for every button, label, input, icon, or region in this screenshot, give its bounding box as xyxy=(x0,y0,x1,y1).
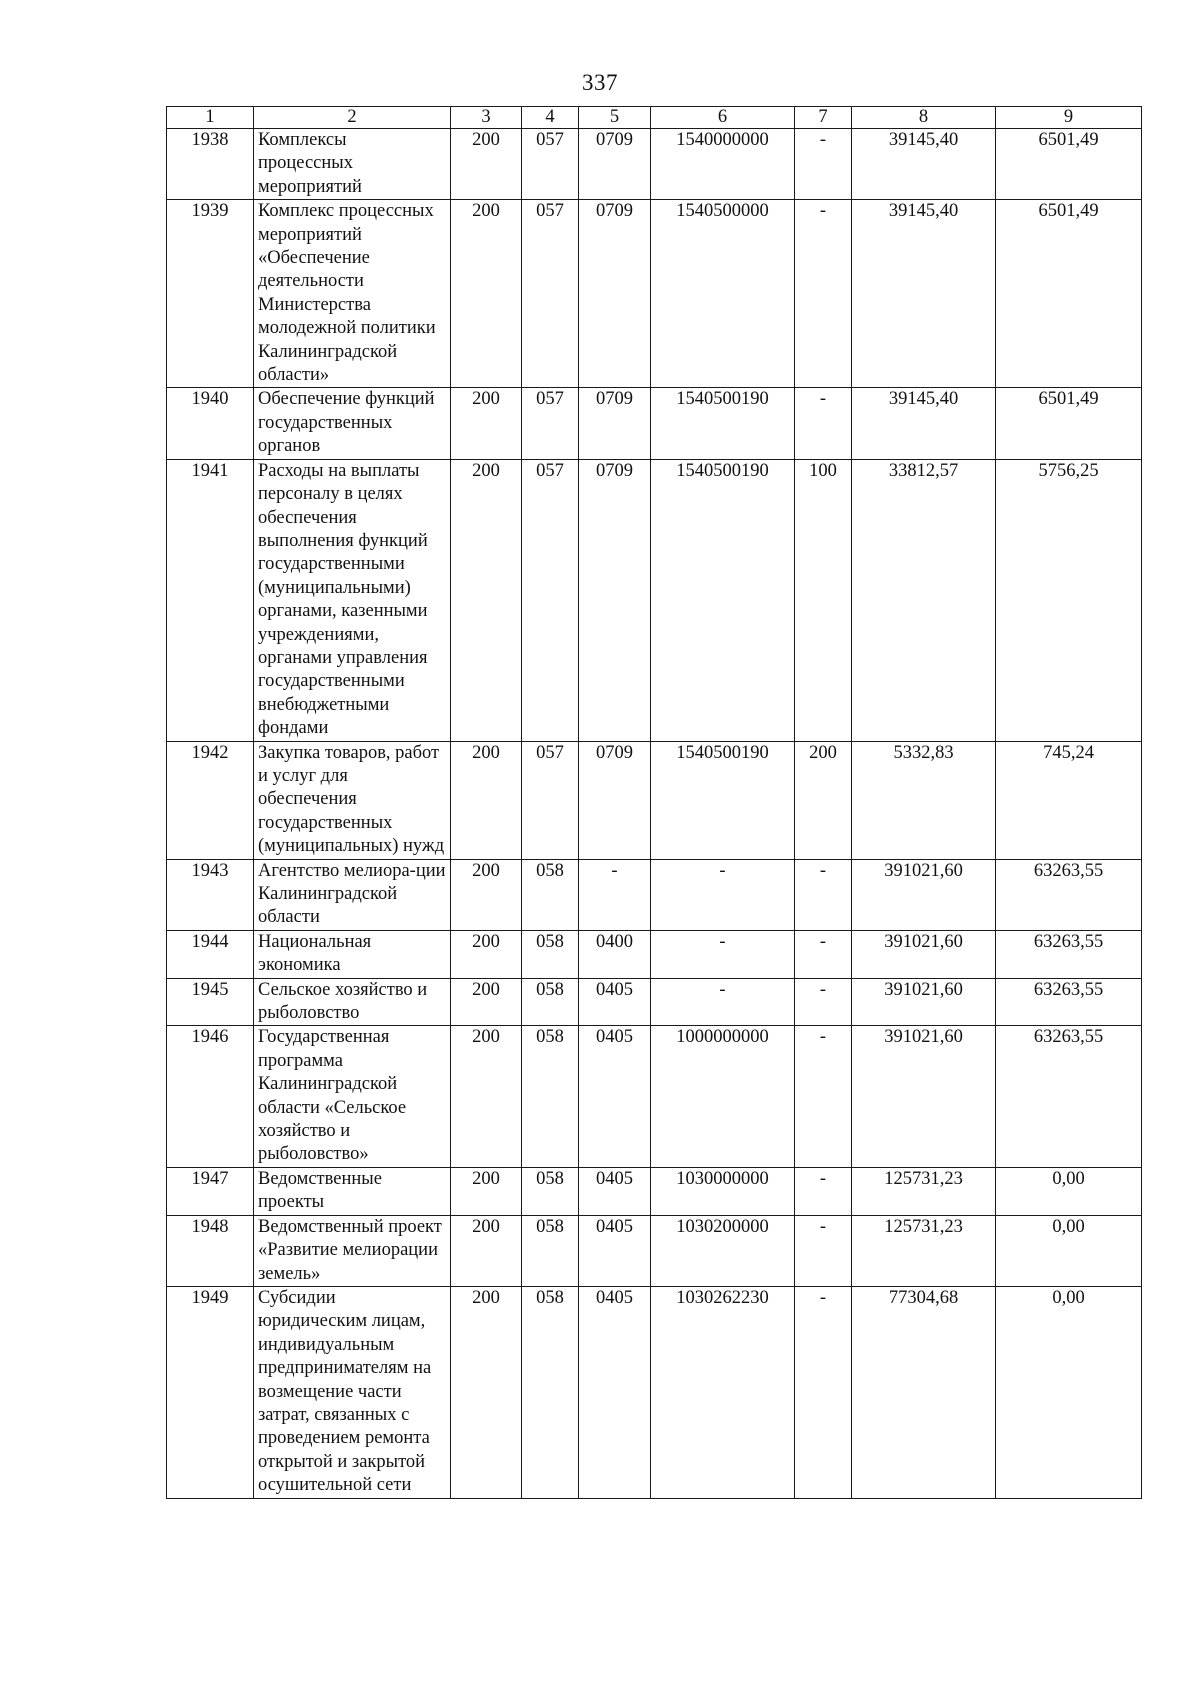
row-number: 1941 xyxy=(167,459,254,741)
cell-col7: - xyxy=(795,930,852,978)
row-number: 1940 xyxy=(167,388,254,459)
cell-col7: - xyxy=(795,859,852,930)
row-name: Субсидии юридическим лицам, индивидуальным предпринимателям на возмещение части затрат, связанных с проведением ремонта открытой и закрытой осушительной сети xyxy=(254,1286,451,1498)
row-name: Ведомственные проекты xyxy=(254,1167,451,1215)
cell-col6: 1540500190 xyxy=(651,741,795,859)
cell-col5: 0405 xyxy=(579,978,651,1026)
cell-col9: 6501,49 xyxy=(996,388,1142,459)
cell-col5: 0405 xyxy=(579,1215,651,1286)
cell-col8: 391021,60 xyxy=(852,859,996,930)
cell-col3: 200 xyxy=(451,459,522,741)
row-number: 1939 xyxy=(167,200,254,388)
column-header: 7 xyxy=(795,107,852,129)
table-row xyxy=(167,1167,1142,1215)
cell-col5: 0709 xyxy=(579,129,651,200)
cell-col9: 745,24 xyxy=(996,741,1142,859)
table-row xyxy=(167,1026,1142,1167)
row-name: Агентство мелиора-ции Калининградской области xyxy=(254,859,451,930)
cell-col8: 391021,60 xyxy=(852,930,996,978)
cell-col3: 200 xyxy=(451,741,522,859)
cell-col3: 200 xyxy=(451,388,522,459)
row-number: 1949 xyxy=(167,1286,254,1498)
cell-col9: 63263,55 xyxy=(996,978,1142,1026)
cell-col7: 100 xyxy=(795,459,852,741)
cell-col4: 057 xyxy=(522,129,579,200)
budget-table xyxy=(166,106,1142,1499)
cell-col9: 5756,25 xyxy=(996,459,1142,741)
cell-col7: - xyxy=(795,978,852,1026)
table-row xyxy=(167,1286,1142,1498)
row-name: Комплексы процессных мероприятий xyxy=(254,129,451,200)
row-number: 1943 xyxy=(167,859,254,930)
cell-col4: 058 xyxy=(522,930,579,978)
cell-col9: 0,00 xyxy=(996,1286,1142,1498)
cell-col8: 125731,23 xyxy=(852,1167,996,1215)
cell-col3: 200 xyxy=(451,1026,522,1167)
row-number: 1938 xyxy=(167,129,254,200)
cell-col7: - xyxy=(795,1215,852,1286)
cell-col7: - xyxy=(795,1286,852,1498)
cell-col4: 058 xyxy=(522,1215,579,1286)
cell-col5: 0405 xyxy=(579,1026,651,1167)
row-name: Закупка товаров, работ и услуг для обеспечения государственных (муниципальных) нужд xyxy=(254,741,451,859)
cell-col8: 39145,40 xyxy=(852,129,996,200)
cell-col6: 1030000000 xyxy=(651,1167,795,1215)
cell-col5: 0400 xyxy=(579,930,651,978)
cell-col8: 5332,83 xyxy=(852,741,996,859)
table-row xyxy=(167,459,1142,741)
cell-col9: 63263,55 xyxy=(996,930,1142,978)
row-number: 1948 xyxy=(167,1215,254,1286)
cell-col4: 058 xyxy=(522,1026,579,1167)
cell-col3: 200 xyxy=(451,1215,522,1286)
row-number: 1947 xyxy=(167,1167,254,1215)
table-row xyxy=(167,859,1142,930)
cell-col7: - xyxy=(795,1167,852,1215)
table-row xyxy=(167,388,1142,459)
table-row xyxy=(167,1215,1142,1286)
cell-col3: 200 xyxy=(451,930,522,978)
cell-col3: 200 xyxy=(451,1167,522,1215)
cell-col4: 058 xyxy=(522,978,579,1026)
row-name: Сельское хозяйство и рыболовство xyxy=(254,978,451,1026)
cell-col9: 6501,49 xyxy=(996,129,1142,200)
cell-col6: - xyxy=(651,978,795,1026)
cell-col7: - xyxy=(795,200,852,388)
row-number: 1944 xyxy=(167,930,254,978)
cell-col4: 058 xyxy=(522,1167,579,1215)
cell-col4: 057 xyxy=(522,200,579,388)
table-row xyxy=(167,129,1142,200)
row-name: Ведомственный проект «Развитие мелиорации земель» xyxy=(254,1215,451,1286)
cell-col5: 0709 xyxy=(579,459,651,741)
cell-col5: 0709 xyxy=(579,200,651,388)
cell-col6: 1030262230 xyxy=(651,1286,795,1498)
row-name: Расходы на выплаты персоналу в целях обеспечения выполнения функций государственными (муниципальными) органами, казенными учреждениями, органами управления государственными внебюджетными фондами xyxy=(254,459,451,741)
cell-col3: 200 xyxy=(451,1286,522,1498)
cell-col9: 0,00 xyxy=(996,1215,1142,1286)
cell-col6: 1540500000 xyxy=(651,200,795,388)
cell-col3: 200 xyxy=(451,129,522,200)
cell-col5: 0709 xyxy=(579,741,651,859)
column-header: 6 xyxy=(651,107,795,129)
cell-col3: 200 xyxy=(451,200,522,388)
column-header: 1 xyxy=(167,107,254,129)
cell-col9: 6501,49 xyxy=(996,200,1142,388)
cell-col5: 0709 xyxy=(579,388,651,459)
cell-col7: - xyxy=(795,1026,852,1167)
cell-col6: 1540000000 xyxy=(651,129,795,200)
cell-col4: 057 xyxy=(522,388,579,459)
cell-col6: - xyxy=(651,859,795,930)
row-number: 1946 xyxy=(167,1026,254,1167)
column-header: 8 xyxy=(852,107,996,129)
row-name: Обеспечение функций государственных органов xyxy=(254,388,451,459)
cell-col5: 0405 xyxy=(579,1167,651,1215)
cell-col8: 125731,23 xyxy=(852,1215,996,1286)
table-row xyxy=(167,200,1142,388)
cell-col3: 200 xyxy=(451,978,522,1026)
cell-col9: 0,00 xyxy=(996,1167,1142,1215)
cell-col7: - xyxy=(795,388,852,459)
column-header: 5 xyxy=(579,107,651,129)
table-row xyxy=(167,978,1142,1026)
table-row xyxy=(167,930,1142,978)
cell-col4: 057 xyxy=(522,741,579,859)
cell-col8: 391021,60 xyxy=(852,978,996,1026)
cell-col6: 1030200000 xyxy=(651,1215,795,1286)
cell-col8: 391021,60 xyxy=(852,1026,996,1167)
cell-col8: 39145,40 xyxy=(852,200,996,388)
column-header: 4 xyxy=(522,107,579,129)
row-name: Национальная экономика xyxy=(254,930,451,978)
cell-col4: 057 xyxy=(522,459,579,741)
cell-col3: 200 xyxy=(451,859,522,930)
cell-col4: 058 xyxy=(522,1286,579,1498)
row-number: 1945 xyxy=(167,978,254,1026)
cell-col6: 1000000000 xyxy=(651,1026,795,1167)
cell-col5: - xyxy=(579,859,651,930)
row-number: 1942 xyxy=(167,741,254,859)
cell-col9: 63263,55 xyxy=(996,859,1142,930)
cell-col8: 33812,57 xyxy=(852,459,996,741)
cell-col8: 77304,68 xyxy=(852,1286,996,1498)
cell-col6: - xyxy=(651,930,795,978)
cell-col6: 1540500190 xyxy=(651,459,795,741)
cell-col5: 0405 xyxy=(579,1286,651,1498)
column-header: 9 xyxy=(996,107,1142,129)
cell-col8: 39145,40 xyxy=(852,388,996,459)
table-row xyxy=(167,741,1142,859)
cell-col9: 63263,55 xyxy=(996,1026,1142,1167)
cell-col4: 058 xyxy=(522,859,579,930)
page-number: 337 xyxy=(582,70,618,95)
column-header: 2 xyxy=(254,107,451,129)
cell-col6: 1540500190 xyxy=(651,388,795,459)
cell-col7: 200 xyxy=(795,741,852,859)
column-header: 3 xyxy=(451,107,522,129)
table-header-row xyxy=(167,107,1142,129)
row-name: Государственная программа Калининградской области «Сельское хозяйство и рыболовство» xyxy=(254,1026,451,1167)
cell-col7: - xyxy=(795,129,852,200)
row-name: Комплекс процессных мероприятий «Обеспечение деятельности Министерства молодежной политики Калининградской области» xyxy=(254,200,451,388)
